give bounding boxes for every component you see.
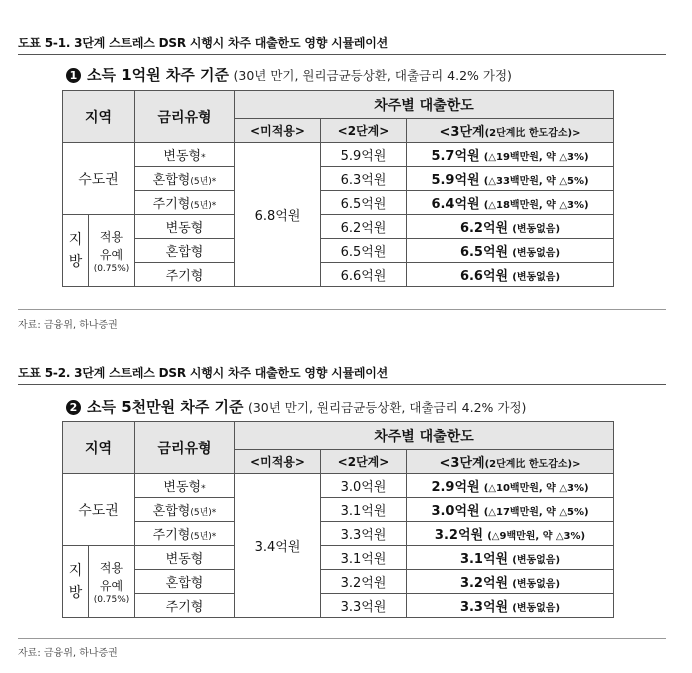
- stage3-value: 6.5억원 (변동없음): [407, 239, 614, 263]
- stage2-value: 5.9억원: [321, 143, 407, 167]
- stage3-value: 3.2억원 (△9백만원, 약 △3%): [407, 522, 614, 546]
- table-row: [63, 546, 614, 570]
- table-row: [63, 215, 614, 239]
- table-row: [63, 498, 614, 522]
- stage3-value: 3.3억원 (변동없음): [407, 594, 614, 618]
- rate-type-cell: 변동형*: [135, 143, 235, 167]
- not-applied-value: 3.4억원: [235, 474, 321, 618]
- header-loan-limit: 차주별 대출한도: [235, 91, 614, 119]
- table-row: [63, 522, 614, 546]
- stage2-value: 3.1억원: [321, 546, 407, 570]
- table1-source: 자료: 금융위, 하나증권: [18, 320, 118, 331]
- rate-type-cell: 주기형(5년)*: [135, 191, 235, 215]
- table2-number-badge: 2: [66, 400, 81, 415]
- local-deferral-label: 적용 유예 (0.75%): [89, 215, 135, 287]
- table1-caption: 도표 5-1. 3단계 스트레스 DSR 시행시 차주 대출한도 영향 시뮬레이션: [18, 36, 389, 50]
- table-row: [63, 143, 614, 167]
- table-row: [63, 263, 614, 287]
- table1-bottom-rule: [18, 309, 666, 310]
- stage3-value: 3.0억원 (△17백만원, 약 △5%): [407, 498, 614, 522]
- local-deferral-label: 적용 유예 (0.75%): [89, 546, 135, 618]
- stage2-value: 6.5억원: [321, 191, 407, 215]
- table-row: [63, 570, 614, 594]
- stage2-value: 6.3억원: [321, 167, 407, 191]
- table-row: [63, 191, 614, 215]
- region-capital: 수도권: [63, 143, 135, 215]
- stage3-value: 6.2억원 (변동없음): [407, 215, 614, 239]
- table-row: [63, 474, 614, 498]
- rate-type-cell: 변동형: [135, 215, 235, 239]
- rate-type-cell: 주기형: [135, 263, 235, 287]
- table1-subtitle-main: 소득 1억원 차주 기준: [87, 66, 230, 84]
- table-row: [63, 239, 614, 263]
- header-loan-limit: 차주별 대출한도: [235, 422, 614, 450]
- table2-caption: 도표 5-2. 3단계 스트레스 DSR 시행시 차주 대출한도 영향 시뮬레이션: [18, 366, 389, 380]
- header-rate-type: 금리유형: [135, 422, 235, 474]
- table2-bottom-rule: [18, 638, 666, 639]
- table1-subtitle-conditions: (30년 만기, 원리금균등상환, 대출금리 4.2% 가정): [233, 68, 512, 83]
- rate-type-cell: 주기형: [135, 594, 235, 618]
- rate-type-cell: 혼합형: [135, 239, 235, 263]
- stage2-value: 3.0억원: [321, 474, 407, 498]
- table2-subtitle-conditions: (30년 만기, 원리금균등상환, 대출금리 4.2% 가정): [247, 400, 527, 415]
- stage3-value: 5.7억원 (△19백만원, 약 △3%): [407, 143, 614, 167]
- rate-type-cell: 변동형*: [135, 474, 235, 498]
- stage3-value: 3.1억원 (변동없음): [407, 546, 614, 570]
- stage2-value: 6.5억원: [321, 239, 407, 263]
- header-region: 지역: [63, 422, 135, 474]
- table2-subtitle-main: 소득 5천만원 차주 기준: [87, 398, 244, 416]
- stage3-value: 6.6억원 (변동없음): [407, 263, 614, 287]
- table1: [62, 90, 614, 287]
- table2: [62, 421, 614, 618]
- stage2-value: 6.6억원: [321, 263, 407, 287]
- header-stage3: <3단계(2단계比 한도감소)>: [407, 450, 614, 474]
- header-rate-type: 금리유형: [135, 91, 235, 143]
- stage2-value: 3.3억원: [321, 594, 407, 618]
- rate-type-cell: 혼합형(5년)*: [135, 167, 235, 191]
- table2-source: 자료: 금융위, 하나증권: [18, 648, 118, 659]
- region-local: 지 방: [63, 215, 89, 287]
- table2-caption-rule: [18, 384, 666, 385]
- table2-subtitle: [66, 396, 526, 417]
- region-local: 지 방: [63, 546, 89, 618]
- rate-type-cell: 혼합형: [135, 570, 235, 594]
- stage2-value: 3.3억원: [321, 522, 407, 546]
- stage2-value: 6.2억원: [321, 215, 407, 239]
- stage3-value: 5.9억원 (△33백만원, 약 △5%): [407, 167, 614, 191]
- header-not-applied: <미적용>: [235, 119, 321, 143]
- table-row: [63, 167, 614, 191]
- rate-type-cell: 주기형(5년)*: [135, 522, 235, 546]
- table1-number-badge: 1: [66, 68, 81, 83]
- stage3-value: 2.9억원 (△10백만원, 약 △3%): [407, 474, 614, 498]
- region-capital: 수도권: [63, 474, 135, 546]
- stage2-value: 3.2억원: [321, 570, 407, 594]
- header-stage2: <2단계>: [321, 450, 407, 474]
- header-region: 지역: [63, 91, 135, 143]
- header-stage2: <2단계>: [321, 119, 407, 143]
- not-applied-value: 6.8억원: [235, 143, 321, 287]
- table1-caption-rule: [18, 54, 666, 55]
- stage2-value: 3.1억원: [321, 498, 407, 522]
- header-stage3: <3단계(2단계比 한도감소)>: [407, 119, 614, 143]
- header-not-applied: <미적용>: [235, 450, 321, 474]
- table-row: [63, 594, 614, 618]
- stage3-value: 3.2억원 (변동없음): [407, 570, 614, 594]
- rate-type-cell: 혼합형(5년)*: [135, 498, 235, 522]
- table1-subtitle: [66, 64, 512, 85]
- rate-type-cell: 변동형: [135, 546, 235, 570]
- stage3-value: 6.4억원 (△18백만원, 약 △3%): [407, 191, 614, 215]
